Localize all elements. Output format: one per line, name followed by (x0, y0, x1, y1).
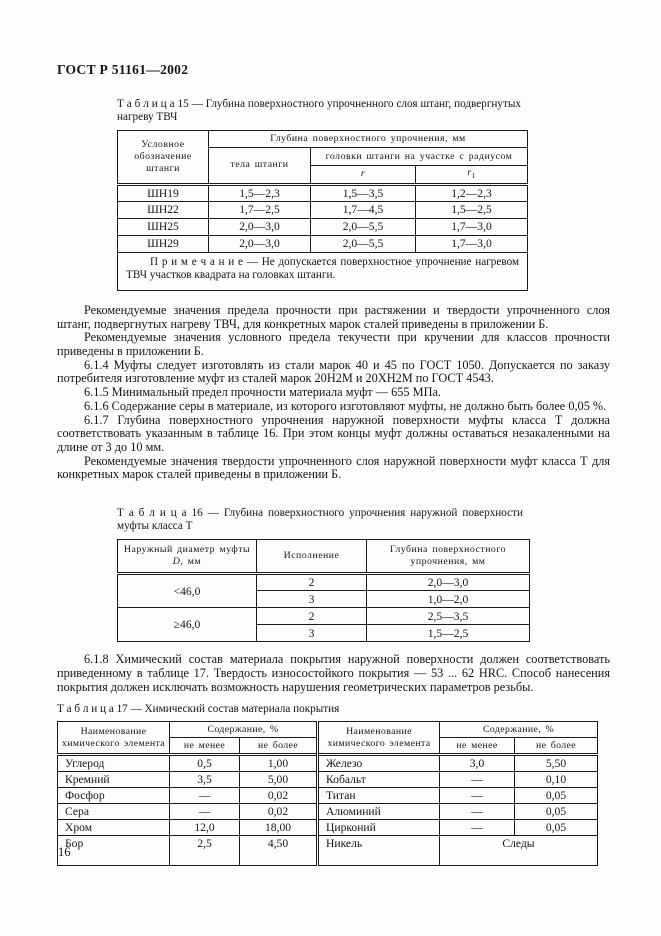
table16-row (118, 608, 530, 625)
cell-body-depth: 1,7—2,5 (209, 201, 311, 218)
cell-min: 2,5 (170, 836, 240, 866)
cell-max: 5,00 (240, 772, 318, 788)
table17-row (58, 772, 598, 788)
cell-body-depth: 2,0—3,0 (209, 235, 311, 252)
cell-element: Сера (58, 804, 170, 820)
cell-element: Кремний (58, 772, 170, 788)
table15-note-row (118, 252, 528, 290)
table15-row-shn22 (118, 201, 528, 218)
table15-header-r (311, 166, 416, 185)
cell-designation: ШН25 (118, 218, 209, 235)
table15 (117, 130, 528, 291)
table16-row (118, 574, 530, 591)
cell-max: 0,10 (515, 772, 598, 788)
table15-row-shn19 (118, 184, 528, 201)
cell-min: — (170, 788, 240, 804)
table17-row (58, 788, 598, 804)
cell-element: Железо (318, 755, 440, 772)
cell-min: — (440, 772, 515, 788)
diameter-label: Наружный диаметр муфты (123, 544, 251, 556)
cell-r-depth: 1,7—4,5 (311, 201, 416, 218)
cell-min: 0,5 (170, 755, 240, 772)
cell-r1-depth: 1,7—3,0 (416, 235, 528, 252)
cell-r1-depth: 1,2—2,3 (416, 184, 528, 201)
table15-header-row-1 (118, 131, 528, 148)
paragraph: Рекомендуемые значения условного предела текучести при кручении для классов прочности приведены в приложении Б. (57, 330, 610, 359)
table16-header-row (118, 540, 530, 574)
paragraph: Рекомендуемые значения предела прочности при растяжении и твердости упрочненного слоя штанг, подвергнутых нагреву ТВЧ, для конкретных марок сталей приведены в приложении Б. (57, 302, 610, 331)
cell-r-depth: 2,0—5,5 (311, 218, 416, 235)
cell-min: — (170, 804, 240, 820)
cell-element: Фосфор (58, 788, 170, 804)
cell-depth: 1,5—2,5 (367, 625, 530, 642)
d-symbol: D (172, 556, 181, 568)
paragraph: 6.1.7 Глубина поверхностного упрочнения наружной поверхности муфты класса Т должна соответствовать указанным в таблице 16. При этом концы муфт должны оставаться незакаленными на длине от 3 до 10 мм. (57, 412, 610, 454)
cell-depth: 2,0—3,0 (367, 574, 530, 591)
table15-header-depth-group: Глубина поверхностного упрочнения, мм (209, 131, 528, 148)
cell-element: Титан (318, 788, 440, 804)
r-symbol: r (360, 168, 366, 180)
table16-header-depth: Глубина поверхностного упрочнения, мм (367, 540, 530, 574)
cell-element: Углерод (58, 755, 170, 772)
cell-min: 12,0 (170, 820, 240, 836)
r1-symbol: r (467, 167, 472, 178)
paragraph: 6.1.5 Минимальный предел прочности материала муфт — 655 МПа. (84, 385, 441, 400)
cell-r1-depth: 1,7—3,0 (416, 218, 528, 235)
table17 (57, 721, 598, 866)
cell-r-depth: 1,5—3,5 (311, 184, 416, 201)
cell-max: 18,00 (240, 820, 318, 836)
cell-r-depth: 2,0—5,5 (311, 235, 416, 252)
cell-depth: 2,5—3,5 (367, 608, 530, 625)
r1-subscript: 1 (471, 171, 476, 180)
table15-header-head-group: головки штанги на участке с радиусом (311, 148, 528, 166)
cell-element: Никель (318, 836, 440, 866)
table15-header-r1 (416, 166, 528, 185)
table15-row-shn25 (118, 218, 528, 235)
standard-number: ГОСТ Р 51161—2002 (57, 62, 189, 77)
page-number: 16 (58, 845, 71, 859)
cell-designation: ШН22 (118, 201, 209, 218)
table17-header-element-left: Наименование химического элемента (58, 722, 170, 755)
cell-element: Бор (58, 836, 170, 866)
cell-max: 0,05 (515, 788, 598, 804)
paragraph: Рекомендуемые значения твердости упрочненного слоя наружной поверхности муфт класса Т для конкретных марок сталей приведены в приложении Б. (57, 453, 610, 482)
cell-diameter: <46,0 (118, 574, 257, 608)
cell-element: Кобальт (318, 772, 440, 788)
cell-min: — (440, 788, 515, 804)
table15-caption: Т а б л и ц а 15 — Глубина поверхностного упрочненного слоя штанг, подвергнутых нагреву ТВЧ (117, 98, 521, 123)
table16-header-version: Исполнение (257, 540, 367, 574)
table17-row (58, 804, 598, 820)
cell-element: Цирконий (318, 820, 440, 836)
table17-header-content-left: Содержание, % (170, 722, 318, 738)
cell-body-depth: 2,0—3,0 (209, 218, 311, 235)
table16-caption: Т а б л и ц а 16 — Глубина поверхностного упрочнения наружной поверхности муфты класса Т (117, 507, 523, 533)
cell-max: 0,02 (240, 804, 318, 820)
table17-row (58, 755, 598, 772)
cell-max: 0,05 (515, 804, 598, 820)
table17-header-row-1 (58, 722, 598, 738)
table15-note: П р и м е ч а н и е — Не допускается поверхностное упрочнение нагревом ТВЧ участков квадрата на головках штанги. (118, 252, 528, 290)
table15-header-rod-body: тела штанги (209, 148, 311, 185)
d-units: , мм (180, 556, 202, 568)
cell-version: 3 (257, 591, 367, 608)
table17-header-max-left: не более (240, 738, 318, 755)
table15-row-shn29 (118, 235, 528, 252)
table16-header-diameter (118, 540, 257, 574)
cell-min: — (440, 820, 515, 836)
paragraph: 6.1.4 Муфты следует изготовлять из стали марок 40 и 45 по ГОСТ 1050. Допускается по заказу потребителя изготовление муфт из сталей марок 20Н2М и 20ХН2М по ГОСТ 4543. (57, 357, 610, 386)
table17-header-min-right: не менее (440, 738, 515, 755)
table15-header-designation: Условное обозначение штанги (118, 131, 209, 185)
paragraph-6-1-8: 6.1.8 Химический состав материала покрытия наружной поверхности должен соответствовать приведенному в таблице 17. Твердость износостойкого покрытия — 53 ... 62 HRC. Способ нанесения покрытия должен исключать возможность нарушения геометрических параметров резьбы. (57, 652, 610, 694)
body-text-block (57, 304, 610, 482)
table17-header-max-right: не более (515, 738, 598, 755)
table17-header-min-left: не менее (170, 738, 240, 755)
cell-element: Хром (58, 820, 170, 836)
cell-depth: 1,0—2,0 (367, 591, 530, 608)
cell-min: 3,5 (170, 772, 240, 788)
cell-min: 3,0 (440, 755, 515, 772)
table17-row (58, 820, 598, 836)
table17-header-content-right: Содержание, % (440, 722, 598, 738)
cell-version: 3 (257, 625, 367, 642)
cell-body-depth: 1,5—2,3 (209, 184, 311, 201)
cell-trace-value: Следы (440, 836, 598, 866)
cell-min: — (440, 804, 515, 820)
cell-max: 0,05 (515, 820, 598, 836)
table17-row (58, 836, 598, 866)
cell-version: 2 (257, 574, 367, 591)
cell-r1-depth: 1,5—2,5 (416, 201, 528, 218)
cell-diameter: ≥46,0 (118, 608, 257, 642)
table17-caption: Т а б л и ц а 17 — Химический состав материала покрытия (57, 703, 340, 716)
cell-element: Алюминий (318, 804, 440, 820)
paragraph: 6.1.6 Содержание серы в материале, из которого изготовляют муфты, не должно быть более 0,05 %. (84, 398, 607, 413)
cell-designation: ШН29 (118, 235, 209, 252)
cell-version: 2 (257, 608, 367, 625)
cell-max: 1,00 (240, 755, 318, 772)
cell-designation: ШН19 (118, 184, 209, 201)
table16 (117, 539, 530, 642)
cell-max: 4,50 (240, 836, 318, 866)
cell-max: 5,50 (515, 755, 598, 772)
cell-max: 0,02 (240, 788, 318, 804)
table17-header-element-right: Наименование химического элемента (318, 722, 440, 755)
